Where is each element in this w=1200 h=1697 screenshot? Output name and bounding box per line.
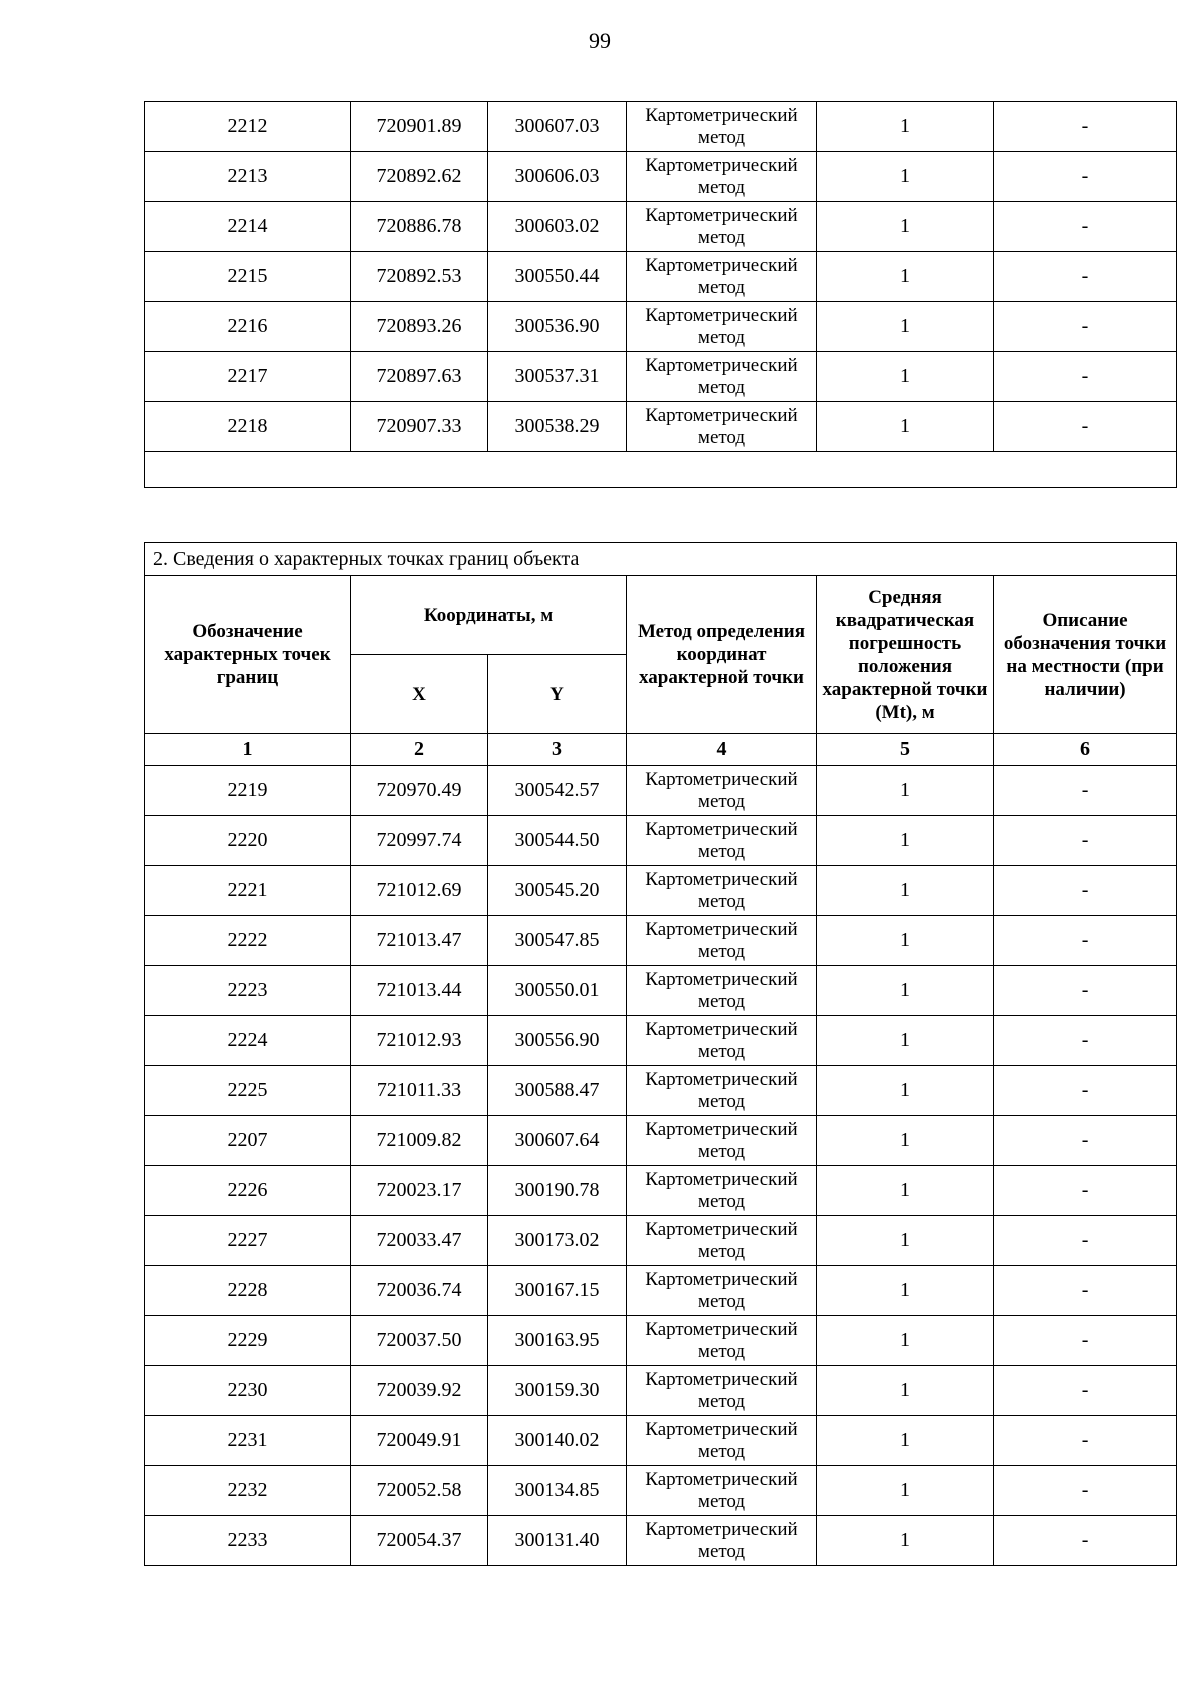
page-number: 99 <box>589 28 611 53</box>
point-id: 2218 <box>145 402 351 452</box>
method-line: Картометрический <box>645 918 798 940</box>
method-cell <box>627 202 817 252</box>
table-row <box>145 916 1177 966</box>
method-line: метод <box>697 840 746 862</box>
description-value: - <box>994 816 1177 866</box>
coord-y: 300588.47 <box>488 1066 627 1116</box>
coord-x: 720893.26 <box>351 302 488 352</box>
point-id: 2220 <box>145 816 351 866</box>
method-line: Картометрический <box>645 1218 798 1240</box>
method-line: метод <box>697 1190 746 1212</box>
coord-y: 300173.02 <box>488 1216 627 1266</box>
table-row <box>145 1066 1177 1116</box>
method-cell <box>627 1416 817 1466</box>
point-id: 2212 <box>145 102 351 152</box>
coord-y: 300536.90 <box>488 302 627 352</box>
point-id: 2226 <box>145 1166 351 1216</box>
method-line: метод <box>697 126 746 148</box>
coord-y: 300550.01 <box>488 966 627 1016</box>
table-row <box>145 1266 1177 1316</box>
method-line: Картометрический <box>645 354 798 376</box>
table-row <box>145 816 1177 866</box>
method-line: Картометрический <box>645 204 798 226</box>
method-cell <box>627 1266 817 1316</box>
table-row <box>145 1016 1177 1066</box>
table-row <box>145 202 1177 252</box>
table2-body <box>145 766 1177 1566</box>
description-value: - <box>994 1066 1177 1116</box>
method-line: метод <box>697 176 746 198</box>
coord-y: 300544.50 <box>488 816 627 866</box>
description-value: - <box>994 1016 1177 1066</box>
method-cell <box>627 1116 817 1166</box>
method-line: Картометрический <box>645 1418 798 1440</box>
coord-x: 720023.17 <box>351 1166 488 1216</box>
point-id: 2231 <box>145 1416 351 1466</box>
point-id: 2228 <box>145 1266 351 1316</box>
coord-y: 300159.30 <box>488 1366 627 1416</box>
method-cell <box>627 966 817 1016</box>
method-line: Картометрический <box>645 404 798 426</box>
coord-x: 720970.49 <box>351 766 488 816</box>
point-id: 2225 <box>145 1066 351 1116</box>
method-line: Картометрический <box>645 818 798 840</box>
method-cell <box>627 302 817 352</box>
coord-x: 720052.58 <box>351 1466 488 1516</box>
method-line: Картометрический <box>645 1318 798 1340</box>
method-line: метод <box>697 1040 746 1062</box>
description-value: - <box>994 202 1177 252</box>
header-coordinates: Координаты, м <box>351 576 627 655</box>
point-id: 2216 <box>145 302 351 352</box>
method-line: Картометрический <box>645 1118 798 1140</box>
header-designation: Обозначение характерных точек границ <box>145 576 351 734</box>
method-line: Картометрический <box>645 1018 798 1040</box>
method-line: Картометрический <box>645 1518 798 1540</box>
coord-x: 720054.37 <box>351 1516 488 1566</box>
point-id: 2222 <box>145 916 351 966</box>
header-description: Описание обозначения точки на местности (при наличии) <box>994 576 1177 734</box>
coord-x: 721009.82 <box>351 1116 488 1166</box>
method-line: метод <box>697 276 746 298</box>
coord-x: 720892.53 <box>351 252 488 302</box>
coord-y: 300542.57 <box>488 766 627 816</box>
accuracy-value: 1 <box>817 966 994 1016</box>
description-value: - <box>994 966 1177 1016</box>
method-cell <box>627 252 817 302</box>
coord-y: 300134.85 <box>488 1466 627 1516</box>
method-line: Картометрический <box>645 1468 798 1490</box>
coord-x: 720033.47 <box>351 1216 488 1266</box>
method-line: Картометрический <box>645 1068 798 1090</box>
point-id: 2221 <box>145 866 351 916</box>
method-line: метод <box>697 1440 746 1462</box>
method-line: метод <box>697 1540 746 1562</box>
header-method: Метод определения координат характерной точки <box>627 576 817 734</box>
method-line: метод <box>697 326 746 348</box>
method-cell <box>627 766 817 816</box>
accuracy-value: 1 <box>817 1466 994 1516</box>
method-line: метод <box>697 226 746 248</box>
method-line: Картометрический <box>645 1168 798 1190</box>
accuracy-value: 1 <box>817 1166 994 1216</box>
method-cell <box>627 1216 817 1266</box>
column-number: 1 <box>145 734 351 766</box>
coord-x: 720997.74 <box>351 816 488 866</box>
table-row <box>145 866 1177 916</box>
coord-y: 300163.95 <box>488 1316 627 1366</box>
method-cell <box>627 1316 817 1366</box>
accuracy-value: 1 <box>817 1116 994 1166</box>
description-value: - <box>994 102 1177 152</box>
description-value: - <box>994 1416 1177 1466</box>
method-line: Картометрический <box>645 768 798 790</box>
table-row <box>145 1466 1177 1516</box>
accuracy-value: 1 <box>817 1266 994 1316</box>
accuracy-value: 1 <box>817 302 994 352</box>
table-row <box>145 1366 1177 1416</box>
method-line: Картометрический <box>645 254 798 276</box>
coord-y: 300603.02 <box>488 202 627 252</box>
coord-x: 720037.50 <box>351 1316 488 1366</box>
accuracy-value: 1 <box>817 1216 994 1266</box>
method-cell <box>627 1066 817 1116</box>
accuracy-value: 1 <box>817 766 994 816</box>
empty-row <box>145 452 1177 488</box>
description-value: - <box>994 252 1177 302</box>
accuracy-value: 1 <box>817 102 994 152</box>
column-number: 5 <box>817 734 994 766</box>
empty-cell <box>145 452 1177 488</box>
table-row <box>145 1516 1177 1566</box>
description-value: - <box>994 866 1177 916</box>
method-line: Картометрический <box>645 304 798 326</box>
coord-y: 300547.85 <box>488 916 627 966</box>
column-number: 4 <box>627 734 817 766</box>
table-row <box>145 402 1177 452</box>
description-value: - <box>994 302 1177 352</box>
method-line: метод <box>697 376 746 398</box>
description-value: - <box>994 1166 1177 1216</box>
point-id: 2215 <box>145 252 351 302</box>
boundary-points-table <box>144 542 1177 1566</box>
coord-x: 721012.69 <box>351 866 488 916</box>
method-cell <box>627 1166 817 1216</box>
accuracy-value: 1 <box>817 1366 994 1416</box>
description-value: - <box>994 1216 1177 1266</box>
method-line: Картометрический <box>645 154 798 176</box>
coord-x: 720901.89 <box>351 102 488 152</box>
accuracy-value: 1 <box>817 352 994 402</box>
table-row <box>145 766 1177 816</box>
coord-y: 300140.02 <box>488 1416 627 1466</box>
method-cell <box>627 152 817 202</box>
description-value: - <box>994 1266 1177 1316</box>
coordinates-table-continued <box>144 101 1177 488</box>
accuracy-value: 1 <box>817 1316 994 1366</box>
coord-x: 721011.33 <box>351 1066 488 1116</box>
header-y: Y <box>488 655 627 734</box>
method-line: метод <box>697 1140 746 1162</box>
method-line: метод <box>697 940 746 962</box>
accuracy-value: 1 <box>817 816 994 866</box>
table-row <box>145 1316 1177 1366</box>
method-cell <box>627 816 817 866</box>
coord-y: 300538.29 <box>488 402 627 452</box>
accuracy-value: 1 <box>817 1066 994 1116</box>
point-id: 2230 <box>145 1366 351 1416</box>
coord-y: 300167.15 <box>488 1266 627 1316</box>
accuracy-value: 1 <box>817 252 994 302</box>
description-value: - <box>994 766 1177 816</box>
method-line: метод <box>697 990 746 1012</box>
coord-y: 300556.90 <box>488 1016 627 1066</box>
coord-x: 720907.33 <box>351 402 488 452</box>
point-id: 2227 <box>145 1216 351 1266</box>
column-number: 2 <box>351 734 488 766</box>
point-id: 2223 <box>145 966 351 1016</box>
coord-y: 300550.44 <box>488 252 627 302</box>
header-accuracy: Средняя квадратическая погрешность положения характерной точки (Mt), м <box>817 576 994 734</box>
description-value: - <box>994 152 1177 202</box>
table-row <box>145 252 1177 302</box>
method-line: Картометрический <box>645 868 798 890</box>
description-value: - <box>994 1116 1177 1166</box>
method-cell <box>627 866 817 916</box>
point-id: 2214 <box>145 202 351 252</box>
table-row <box>145 1416 1177 1466</box>
table-row <box>145 352 1177 402</box>
point-id: 2219 <box>145 766 351 816</box>
method-line: метод <box>697 1090 746 1112</box>
table-row <box>145 1216 1177 1266</box>
description-value: - <box>994 1516 1177 1566</box>
accuracy-value: 1 <box>817 1516 994 1566</box>
table1-body <box>145 102 1177 488</box>
coord-x: 721013.44 <box>351 966 488 1016</box>
method-line: Картометрический <box>645 1268 798 1290</box>
accuracy-value: 1 <box>817 202 994 252</box>
point-id: 2232 <box>145 1466 351 1516</box>
method-line: метод <box>697 1340 746 1362</box>
point-id: 2229 <box>145 1316 351 1366</box>
method-line: Картометрический <box>645 968 798 990</box>
table-row <box>145 1166 1177 1216</box>
description-value: - <box>994 1466 1177 1516</box>
coord-x: 720886.78 <box>351 202 488 252</box>
accuracy-value: 1 <box>817 1016 994 1066</box>
method-cell <box>627 916 817 966</box>
accuracy-value: 1 <box>817 866 994 916</box>
method-line: метод <box>697 790 746 812</box>
table-row <box>145 966 1177 1016</box>
description-value: - <box>994 1316 1177 1366</box>
table-row <box>145 302 1177 352</box>
accuracy-value: 1 <box>817 152 994 202</box>
coord-x: 721012.93 <box>351 1016 488 1066</box>
method-cell <box>627 1516 817 1566</box>
coord-y: 300606.03 <box>488 152 627 202</box>
description-value: - <box>994 352 1177 402</box>
accuracy-value: 1 <box>817 916 994 966</box>
method-line: Картометрический <box>645 1368 798 1390</box>
coord-y: 300537.31 <box>488 352 627 402</box>
method-line: метод <box>697 1390 746 1412</box>
column-number: 6 <box>994 734 1177 766</box>
coord-x: 720036.74 <box>351 1266 488 1316</box>
method-line: метод <box>697 426 746 448</box>
table-title: 2. Сведения о характерных точках границ объекта <box>145 543 1177 576</box>
description-value: - <box>994 1366 1177 1416</box>
coord-x: 721013.47 <box>351 916 488 966</box>
description-value: - <box>994 402 1177 452</box>
column-number: 3 <box>488 734 627 766</box>
description-value: - <box>994 916 1177 966</box>
method-cell <box>627 1466 817 1516</box>
point-id: 2224 <box>145 1016 351 1066</box>
method-cell <box>627 102 817 152</box>
coord-y: 300190.78 <box>488 1166 627 1216</box>
table-row <box>145 102 1177 152</box>
point-id: 2217 <box>145 352 351 402</box>
method-line: метод <box>697 1490 746 1512</box>
coord-y: 300131.40 <box>488 1516 627 1566</box>
point-id: 2233 <box>145 1516 351 1566</box>
coord-x: 720039.92 <box>351 1366 488 1416</box>
coord-y: 300545.20 <box>488 866 627 916</box>
method-line: Картометрический <box>645 104 798 126</box>
coord-y: 300607.64 <box>488 1116 627 1166</box>
point-id: 2207 <box>145 1116 351 1166</box>
method-cell <box>627 352 817 402</box>
table-row <box>145 152 1177 202</box>
coord-x: 720049.91 <box>351 1416 488 1466</box>
method-cell <box>627 402 817 452</box>
accuracy-value: 1 <box>817 402 994 452</box>
method-line: метод <box>697 890 746 912</box>
method-cell <box>627 1016 817 1066</box>
coord-x: 720897.63 <box>351 352 488 402</box>
coord-x: 720892.62 <box>351 152 488 202</box>
point-id: 2213 <box>145 152 351 202</box>
header-x: X <box>351 655 488 734</box>
method-line: метод <box>697 1290 746 1312</box>
coord-y: 300607.03 <box>488 102 627 152</box>
method-line: метод <box>697 1240 746 1262</box>
table-row <box>145 1116 1177 1166</box>
accuracy-value: 1 <box>817 1416 994 1466</box>
method-cell <box>627 1366 817 1416</box>
